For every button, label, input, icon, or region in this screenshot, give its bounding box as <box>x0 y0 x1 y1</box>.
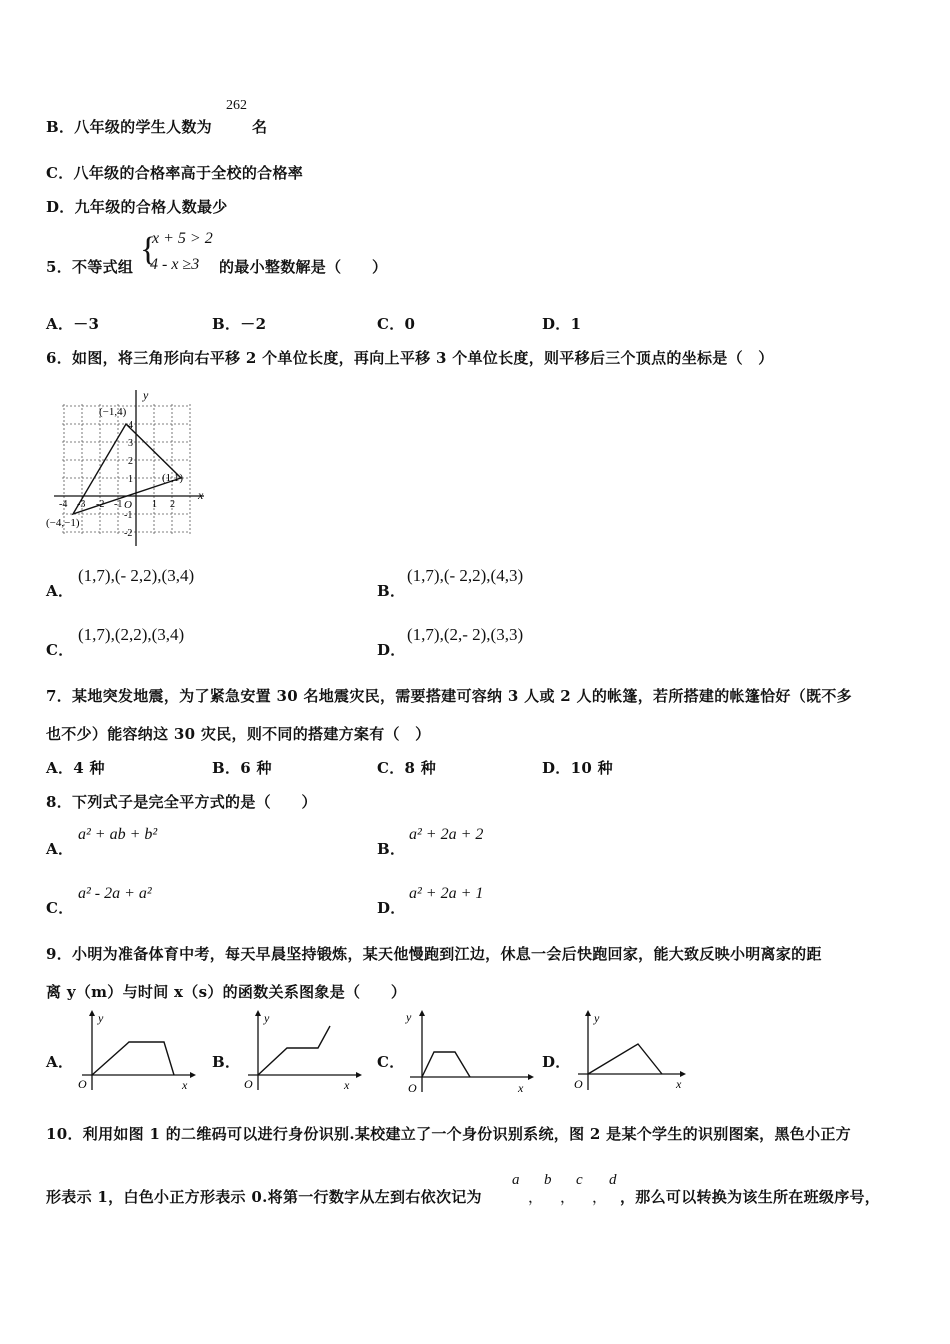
q8-option-c-letter: C． <box>46 899 74 917</box>
q9-graph-a-origin: O <box>78 1077 87 1091</box>
q8-option-d-letter: D． <box>377 899 406 917</box>
q10-stem-line-2-suffix: ，那么可以转换为该生所在班级序号， <box>620 1188 881 1206</box>
q6-vertex-left-label: (−4,−1) <box>46 517 80 529</box>
q9-graph-d-x-label: x <box>676 1077 682 1091</box>
q7-option-a: A．4 种 <box>46 759 105 777</box>
q6-option-a-letter: A． <box>46 582 74 600</box>
q9-stem-line-1: 9．小明为准备体育中考，每天早晨坚持锻炼，某天他慢跑到江边，休息一会后快跑回家，能大致反映小明离家的距 <box>46 945 822 963</box>
q6-option-a-value: (1,7),(- 2,2),(3,4) <box>78 566 195 585</box>
q4-option-d: D．九年级的合格人数最少 <box>46 198 228 216</box>
q9-graph-a <box>74 1008 196 1094</box>
q8-option-b-letter: B． <box>377 840 406 858</box>
q9-graph-a-x-label: x <box>182 1078 188 1092</box>
q9-graph-d <box>570 1008 692 1094</box>
q8-option-d-value: a² + 2a + 1 <box>409 885 484 902</box>
q9-graph-b-origin: O <box>244 1077 253 1091</box>
q5-prefix: 5．不等式组 <box>46 258 134 276</box>
q9-graph-a-y-label: y <box>98 1011 104 1025</box>
q10-var-c: c <box>576 1172 583 1188</box>
q9-option-b-letter: B． <box>212 1053 241 1071</box>
q7-option-b: B．6 种 <box>212 759 272 777</box>
q4-option-b-number: 262 <box>226 98 247 113</box>
q6-option-b-letter: B． <box>377 582 406 600</box>
q9-graph-c-origin: O <box>408 1081 417 1095</box>
q8-option-b-value: a² + 2a + 2 <box>409 826 484 843</box>
q6-tick-y: 3 <box>128 438 133 449</box>
q10-separator: ， <box>528 1188 544 1206</box>
q9-graph-b-y-label: y <box>264 1011 270 1025</box>
q9-option-d-letter: D． <box>542 1053 571 1071</box>
q6-tick-x: 2 <box>170 499 175 510</box>
q5-inequality-1: x + 5 > 2 <box>152 230 213 247</box>
q10-separator: ， <box>560 1188 576 1206</box>
q6-tick-y: 4 <box>128 420 133 431</box>
q10-stem-line-1: 10．利用如图 1 的二维码可以进行身份识别.某校建立了一个身份识别系统，图 2 是某个学生的识别图案，黑色小正方 <box>46 1125 851 1143</box>
q6-vertex-top-label: (−1,4) <box>99 406 127 418</box>
q6-option-d-letter: D． <box>377 641 406 659</box>
q5-option-b: B．－2 <box>212 315 267 333</box>
q9-graph-c-x-label: x <box>518 1081 524 1095</box>
q4-option-b-prefix: B．八年级的学生人数为 <box>46 118 212 136</box>
q8-option-a-value: a² + ab + b² <box>78 826 158 843</box>
q5-option-a: A．－3 <box>46 315 100 333</box>
q6-option-d-value: (1,7),(2,- 2),(3,3) <box>407 625 524 644</box>
q9-graph-c <box>400 1008 536 1096</box>
q10-var-d: d <box>609 1172 617 1188</box>
q10-stem-line-2-prefix: 形表示 1，白色小正方形表示 0.将第一行数字从左到右依次记为 <box>46 1188 482 1206</box>
q6-tick-y: 1 <box>128 474 133 485</box>
q6-tick-x: 1 <box>152 499 157 510</box>
q10-separator: ， <box>592 1188 608 1206</box>
q6-stem: 6．如图，将三角形向右平移 2 个单位长度，再向上平移 3 个单位长度，则平移后三个顶点的坐标是（ ） <box>46 349 774 367</box>
q10-var-a: a <box>512 1172 520 1188</box>
q6-tick-y: 2 <box>128 456 133 467</box>
q4-option-b <box>46 116 212 137</box>
q8-stem: 8．下列式子是完全平方式的是（ ） <box>46 793 317 811</box>
q7-option-c: C．8 种 <box>377 759 437 777</box>
q6-origin-label: O <box>124 499 132 511</box>
q6-option-c-letter: C． <box>46 641 74 659</box>
q6-axis-x-label: x <box>198 488 204 502</box>
q10-var-b: b <box>544 1172 552 1188</box>
q6-tick-y: -1 <box>124 510 133 521</box>
q9-graph-d-y-label: y <box>594 1011 600 1025</box>
q4-option-c: C．八年级的合格率高于全校的合格率 <box>46 164 304 182</box>
q6-option-c-value: (1,7),(2,2),(3,4) <box>78 625 185 644</box>
q6-vertex-right-label: (1,1) <box>162 472 184 484</box>
q5-suffix: 的最小整数解是（ ） <box>219 258 388 276</box>
q9-option-c-letter: C． <box>377 1053 405 1071</box>
q6-tick-x: -4 <box>59 499 68 510</box>
q7-option-d: D．10 种 <box>542 759 613 777</box>
q6-tick-x: -2 <box>96 499 105 510</box>
q6-coordinate-figure <box>44 386 210 548</box>
q7-stem-line-1: 7．某地突发地震，为了紧急安置 30 名地震灾民，需要搭建可容纳 3 人或 2 人的帐篷，若所搭建的帐篷恰好（既不多 <box>46 687 852 705</box>
q9-graph-d-origin: O <box>574 1077 583 1091</box>
q6-tick-x: -1 <box>114 499 123 510</box>
q6-tick-x: -3 <box>77 499 86 510</box>
q6-axis-y-label: y <box>143 388 149 402</box>
q4-option-b-suffix: 名 <box>252 118 268 136</box>
q5-brace: { <box>140 231 157 268</box>
q9-graph-b-x-label: x <box>344 1078 350 1092</box>
q9-graph-c-y-label: y <box>406 1010 412 1024</box>
q5-option-d: D．1 <box>542 315 582 333</box>
q9-stem-line-2: 离 y（m）与时间 x（s）的函数关系图象是（ ） <box>46 983 407 1001</box>
q9-option-a-letter: A． <box>46 1053 74 1071</box>
q8-option-c-value: a² - 2a + a² <box>78 885 152 902</box>
q6-option-b-value: (1,7),(- 2,2),(4,3) <box>407 566 524 585</box>
q5-option-c: C．0 <box>377 315 416 333</box>
q9-graph-b <box>240 1008 362 1094</box>
q8-option-a-letter: A． <box>46 840 74 858</box>
q5-inequality-2: 4 - x ≥3 <box>150 256 200 273</box>
q7-stem-line-2: 也不少）能容纳这 30 灾民，则不同的搭建方案有（ ） <box>46 725 431 743</box>
q6-tick-y: -2 <box>124 528 133 539</box>
